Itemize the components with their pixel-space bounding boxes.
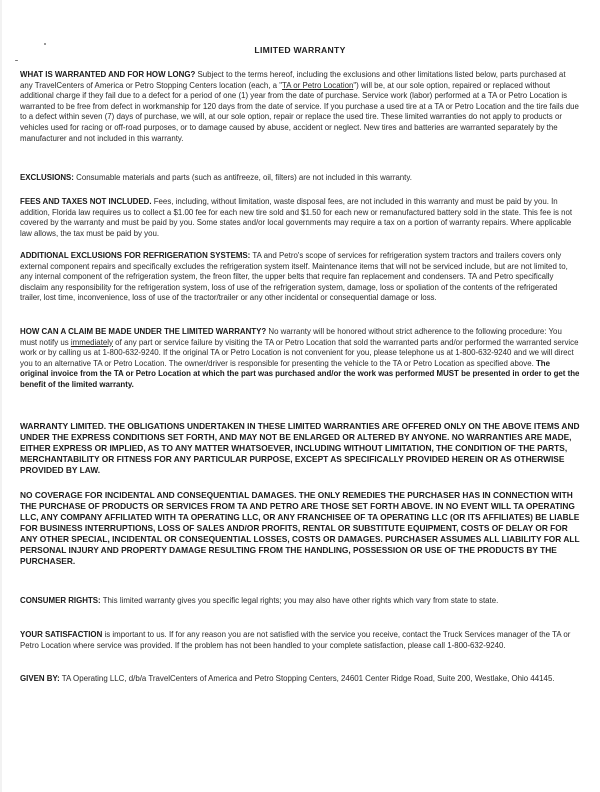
section-exclusions — [20, 173, 580, 184]
section-heading: WHAT IS WARRANTED AND FOR HOW LONG? — [20, 70, 196, 79]
section-heading: ADDITIONAL EXCLUSIONS FOR REFRIGERATION SYSTEMS: — [20, 251, 251, 260]
section-claim — [20, 327, 580, 391]
ta-petro-location-term: TA or Petro Location — [282, 80, 354, 90]
section-consumer-rights — [20, 596, 580, 607]
section-text: Subject to the terms hereof, including the exclusions and other limitations listed below, parts purchased at any TravelCenters of America or Petro Stopping Centers location (each, a " — [20, 70, 566, 90]
section-heading: HOW CAN A CLAIM BE MADE UNDER THE LIMITED WARRANTY? — [20, 327, 267, 336]
section-no-coverage: NO COVERAGE FOR INCIDENTAL AND CONSEQUENTIAL DAMAGES. THE ONLY REMEDIES THE PURCHASER HAS IN CONNECTION WITH THE PURCHASE OF PRODUCTS OR SERVICES FROM TA AND PETRO ARE THOSE SET FORTH ABOVE. IN NO EVENT WILL TA OPERATING LLC, ANY COMPANY AFFILIATED WITH TA OPERATING LLC, OR ANY FRANCHISEE OF TA OPERATING LLC (OR ITS AFFILIATES) BE LIABLE FOR BUSINESS INTERRUPTIONS, LOSS OF SALES AND/OR PROFITS, RENTAL OR SUBSTITUTE EQUIPMENT, COSTS OF DELAY OR FOR ANY OTHER SPECIAL, INCIDENTAL OR CONSEQUENTIAL LOSSES, COSTS OR DAMAGES. PURCHASER ASSUMES ALL LIABILITY FOR ALL PERSONAL INJURY AND PROPERTY DAMAGE RESULTING FROM THE HANDLING, POSSESSION OR USE OF THE PRODUCTS BY THE PURCHASER. — [20, 490, 580, 566]
document-title: LIMITED WARRANTY — [254, 45, 346, 55]
section-text: Fees, including, without limitation, waste disposal fees, are not included in this warranty and must be paid by you. In addition, Florida law requires us to collect a $1.00 fee for each new tire sold and $1.50 for each new or remanufactured battery sold in the state. This fee is not covered by the warranty and must be paid by you. Some states and/or local governments may require a tax on a portion of warranty repairs. Where applicable law allows, the tax must be paid by you. — [20, 197, 573, 238]
section-given-by — [20, 674, 580, 685]
section-text: ") will be, at our sole option, repaired or replaced without additional charge if they fail due to a defect for a period of one (1) year from the date of purchase. Service work (labor) performed at a TA or Petro Location is warranted to be free from defect in workmanship for 120 days from the date of service. If you purchase a used tire at a TA or Petro Location and the tire fails due to a defect within seven (7) days of purchase, we will, at our sole option, repair or replace the used tire. These limited warranties do not apply to products or vehicles used for racing or off-road purposes, or to damage caused by abuse, accident or neglect. New tires and batteries are warranted separately by the manufacturer and not included in this warranty. — [20, 80, 579, 143]
section-text: Consumable materials and parts (such as antifreeze, oil, filters) are not included in this warranty. — [73, 173, 412, 182]
section-fees-taxes — [20, 197, 580, 239]
section-heading: CONSUMER RIGHTS: — [20, 596, 101, 605]
section-text: TA and Petro's scope of services for refrigeration system tractors and trailers covers only external component repairs and specifically excludes the refrigeration system itself. Maintenance items that will not be serviced include, but are not limited to, any internal component of the refrigeration system, the freon filter, the upper belts that require fan replacement and condensers. TA and Petro specifically disclaim any responsibility for the refrigeration system, loss of use of the refrigeration system, damage, loss or spoliation of the contents of the refrigerated trailer, lost time, inconvenience, loss of use of the tractor/trailer or any other incidental or consequential damage or loss. — [20, 251, 568, 303]
invoice-requirement: The original invoice from the TA or Petro Location at which the part was purchased and/or the work was performed MUST be presented in order to get the benefit of the limited warranty. — [20, 358, 580, 389]
section-your-satisfaction — [20, 630, 580, 651]
section-heading: EXCLUSIONS: — [20, 173, 74, 182]
section-heading: YOUR SATISFACTION — [20, 630, 103, 639]
scan-edge — [0, 0, 2, 792]
section-text: This limited warranty gives you specific legal rights; you may also have other rights which vary from state to state. — [100, 596, 499, 605]
section-refrigeration — [20, 251, 580, 304]
section-heading: GIVEN BY: — [20, 674, 60, 683]
section-text: is important to us. If for any reason you are not satisfied with the service you receive, contact the Truck Services manager of the TA or Petro Location where service was provided. If the problem has not been handled to your complete satisfaction, please call 1-800-632-9240. — [20, 630, 571, 650]
section-text: No warranty will be honored without strict adherence to the following procedure: You must notify us — [20, 327, 562, 347]
section-warranty-limited: WARRANTY LIMITED. THE OBLIGATIONS UNDERTAKEN IN THESE LIMITED WARRANTIES ARE OFFERED ONLY ON THE ABOVE ITEMS AND UNDER THE EXPRESS CONDITIONS SET FORTH, AND MAY NOT BE ENLARGED OR ALTERED BY ANYONE. NO WARRANTIES ARE MADE, EITHER EXPRESS OR IMPLIED, AS TO ANY MATTER WHATSOEVER, INCLUDING WITHOUT LIMITATION, THE CONDITION OF THE PARTS, MERCHANTABILITY OR FITNESS FOR ANY PARTICULAR PURPOSE, EXCEPT AS SPECIFICALLY PROVIDED HEREIN OR AS OTHERWISE PROVIDED BY LAW. — [20, 421, 580, 475]
section-text: TA Operating LLC, d/b/a TravelCenters of America and Petro Stopping Centers, 24601 Center Ridge Road, Suite 200, Westlake, Ohio 44145. — [59, 674, 555, 683]
section-heading: FEES AND TAXES NOT INCLUDED. — [20, 197, 152, 206]
section-text: of any part or service failure by visiting the TA or Petro Location that sold the warranted parts and/or performed the warranted service work or by calling us at 1-800-632-9240. If the original TA or Petro Location is not convenient for you, please telephone us at 1-800-632-9240 and we will direct you to an alternative TA or Petro Location. The owner/driver is responsible for presenting the vehicle to the TA or Petro Location as specified above. — [20, 337, 579, 368]
immediately-emphasis: immediately — [70, 337, 113, 347]
section-what-is-warranted — [20, 70, 580, 144]
scan-speck — [15, 60, 18, 61]
